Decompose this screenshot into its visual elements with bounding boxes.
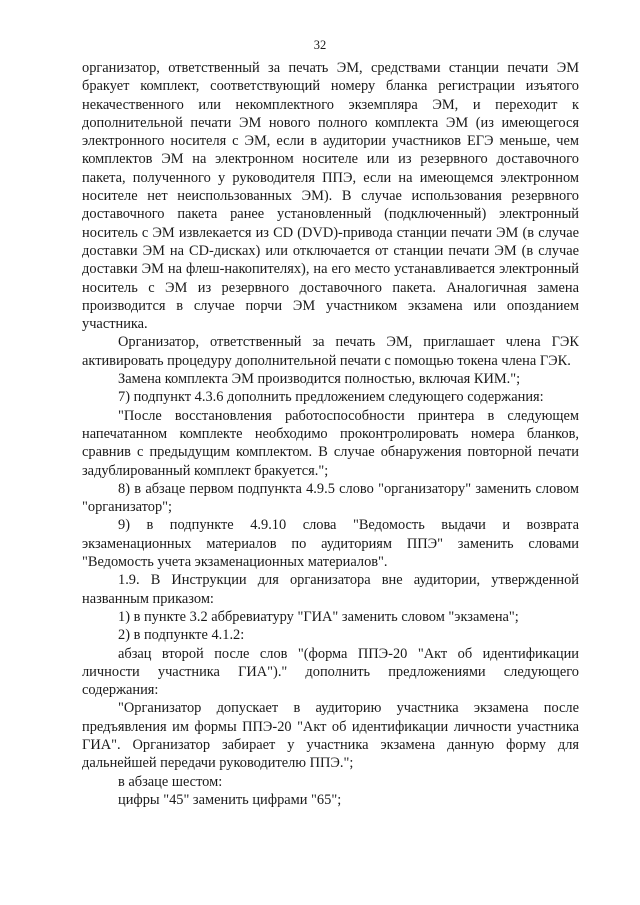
paragraph-sixth-abzac: в абзаце шестом:	[118, 773, 223, 790]
document-body	[82, 59, 579, 809]
item-7: 7) подпункт 4.3.6 дополнить предложением следующего содержания:	[118, 389, 544, 406]
quote-organizer-admits: "Организатор допускает в аудиторию участника экзамена после предъявления им формы ППЭ-20 "Акт об идентификации личности участника ГИА". Организатор забирает у участника экзамена данную форму для дальнейшей передачи руководителю ППЭ.";	[82, 700, 579, 772]
paragraph-second-abzac: абзац второй после слов "(форма ППЭ-20 "Акт об идентификации личности участника ГИА")." дополнить предложениями следующего содержания:	[82, 645, 579, 699]
item-9: 9) в подпункте 4.9.10 слова "Ведомость выдачи и возврата экзаменационных материалов по аудиториям ППЭ" заменить словами "Ведомость учета экзаменационных материалов".	[82, 517, 579, 571]
page-number: 32	[313, 38, 327, 52]
item-2: 2) в подпункте 4.1.2:	[118, 627, 245, 644]
paragraph-continuation: организатор, ответственный за печать ЭМ, средствами станции печати ЭМ бракует комплект, соответствующий номеру бланка регистрации изъятого некачественного или некомплектного экземпляра ЭМ, и переходит к дополнительной печати ЭМ нового полного комплекта ЭМ (из имеющегося электронного носителя с ЭМ, если в аудитории участников ЕГЭ меньше, чем комплектов ЭМ на электронном носителе или из резервного доставочного пакета, полученного у руководителя ППЭ, если на имеющемся электронном носителе нет неиспользованных ЭМ). В случае использования резервного доставочного пакета ранее установленный (подключенный) электронный носитель с ЭМ извлекается из CD (DVD)-привода станции печати ЭМ (в случае доставки ЭМ на CD-дисках) или отключается от станции печати ЭМ (в случае доставки ЭМ на флеш-накопителях), на его место устанавливается электронный носитель с ЭМ из резервного доставочного пакета. Аналогичная замена производится в случае порчи ЭМ участником экзамена или опозданием участника.	[82, 60, 579, 333]
section-1-9: 1.9. В Инструкции для организатора вне аудитории, утвержденной названным приказом:	[82, 572, 579, 607]
item-8: 8) в абзаце первом подпункта 4.9.5 слово "организатору" заменить словом "организатор";	[82, 480, 579, 516]
paragraph-digits-replace: цифры "45" заменить цифрами "65";	[118, 791, 342, 808]
item-1: 1) в пункте 3.2 аббревиатуру "ГИА" заменить словом "экзамена";	[118, 608, 519, 625]
paragraph-gek-activation: Организатор, ответственный за печать ЭМ, приглашает члена ГЭК активировать процедуру дополнительной печати с помощью токена члена ГЭК.	[82, 334, 579, 369]
quote-printer-recovery: "После восстановления работоспособности принтера в следующем напечатанном комплекте необходимо проконтролировать номера бланков, сравнив с предыдущим комплектом. В случае обнаружения повторной печати задублированный комплект бракуется.";	[82, 407, 579, 479]
paragraph-kim-replacement: Замена комплекта ЭМ производится полностью, включая КИМ.";	[118, 371, 521, 388]
